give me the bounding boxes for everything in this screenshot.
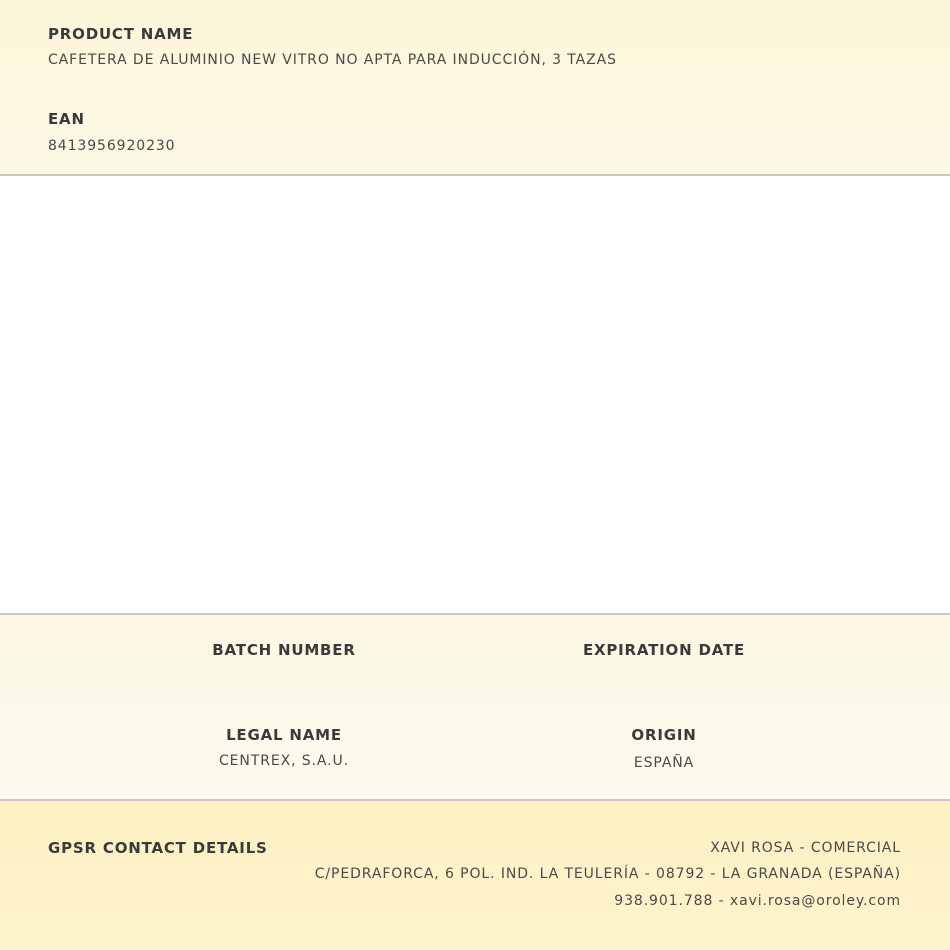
ean-value: 8413956920230 [48, 138, 176, 154]
batch-number-label: BATCH NUMBER [212, 641, 356, 659]
product-info-section [0, 0, 950, 176]
product-name-value: CAFETERA DE ALUMINIO NEW VITRO NO APTA PARA INDUCCIÓN, 3 TAZAS [48, 52, 617, 68]
expiration-date-label: EXPIRATION DATE [582, 641, 746, 659]
product-name-label: PRODUCT NAME [48, 25, 194, 43]
contact-section [0, 801, 950, 950]
ean-label: EAN [48, 110, 85, 128]
gpsr-contact-label: GPSR CONTACT DETAILS [48, 839, 268, 857]
legal-name-label: LEGAL NAME [226, 726, 342, 744]
contact-address: C/PEDRAFORCA, 6 POL. IND. LA TEULERÍA - 08792 - LA GRANADA (ESPAÑA) [314, 866, 901, 882]
legal-name-value: CENTREX, S.A.U. [218, 753, 350, 769]
contact-phone-email: 938.901.788 - xavi.rosa@oroley.com [614, 893, 901, 909]
product-details-section [0, 613, 950, 801]
product-image-area [0, 176, 950, 613]
origin-value: ESPAÑA [633, 755, 695, 771]
origin-label: ORIGIN [631, 726, 697, 744]
contact-name: XAVI ROSA - COMERCIAL [710, 840, 901, 856]
